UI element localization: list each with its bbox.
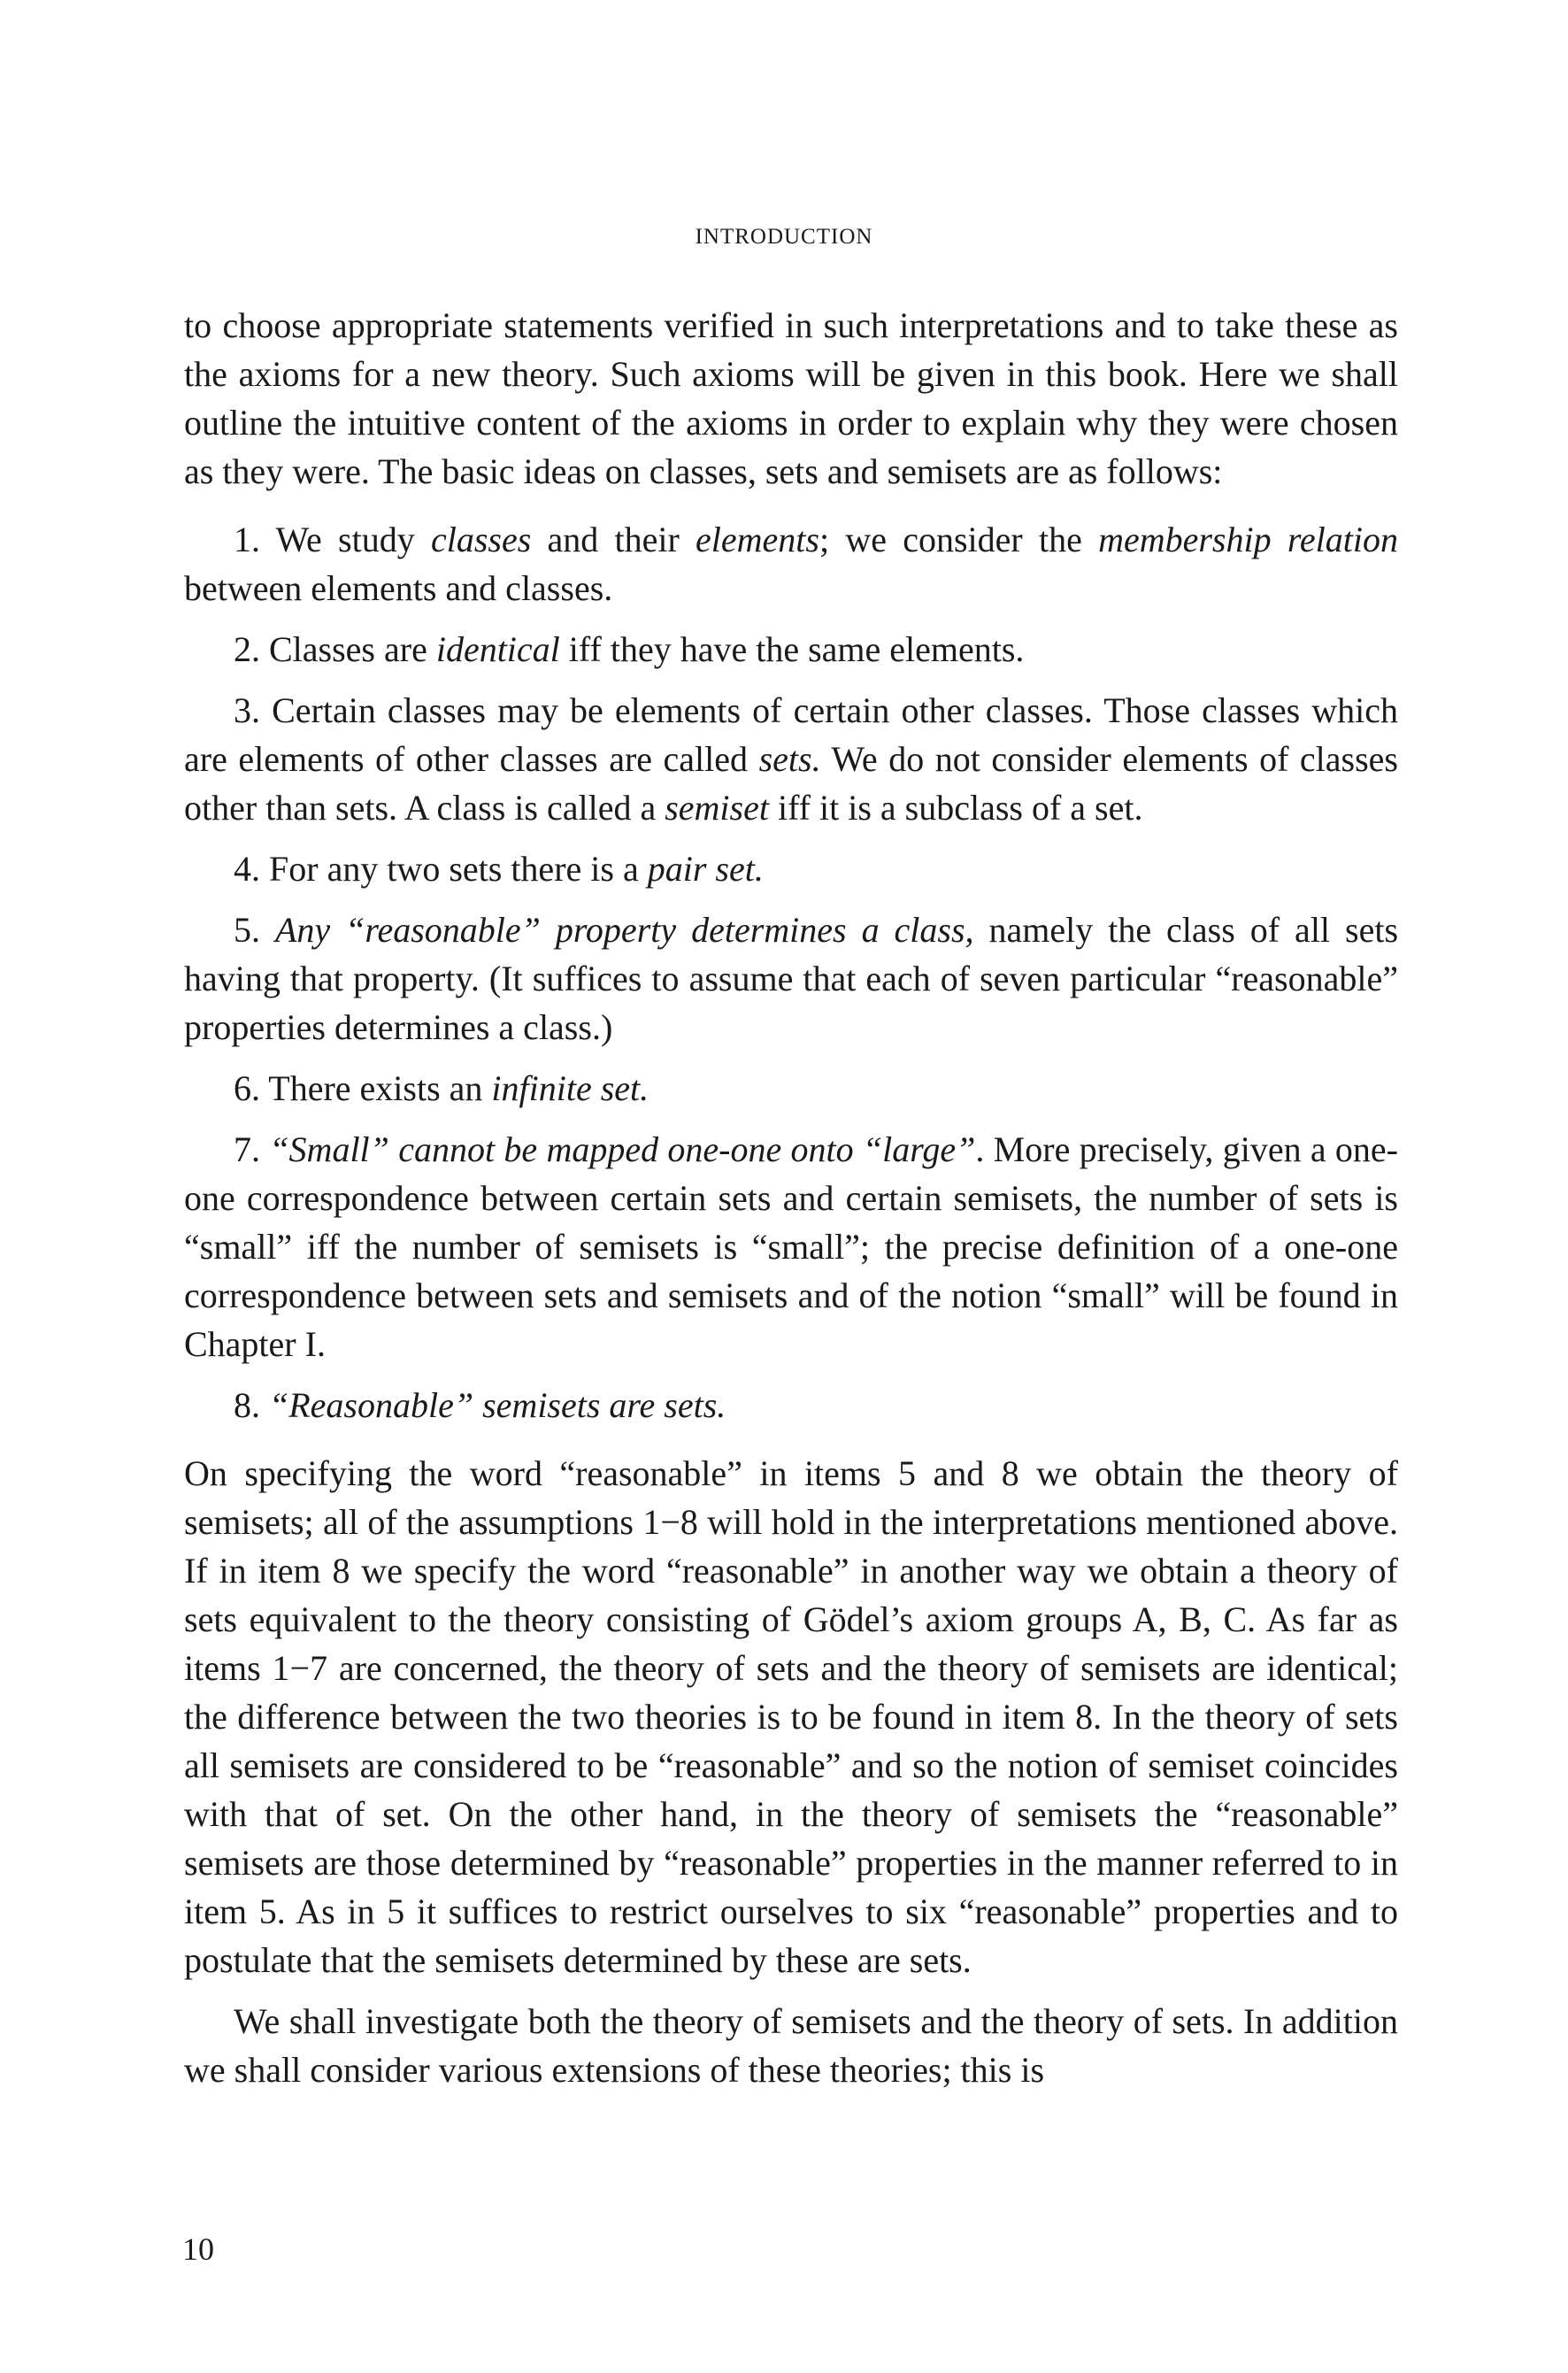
body-paragraph-2: We shall investigate both the theory of semisets and the theory of sets. In addition we shall consider various extensions of these theories; this is — [184, 2001, 1398, 2090]
running-title: INTRODUCTION — [695, 225, 873, 249]
page-number: 10 — [182, 2231, 214, 2267]
list-item-3: 3. Certain classes may be elements of certain other classes. Those classes which are elements of other classes are called sets. We do not consider elements of classes other than sets. A class is called a semiset iff it is a subclass of a set. — [184, 690, 1398, 828]
body-paragraph-1: On specifying the word “reasonable” in items 5 and 8 we obtain the theory of semisets; all of the assumptions 1−8 will hold in the interpretations mentioned above. If in item 8 we specify the word “reasonable” in another way we obtain a theory of sets equivalent to the theory consisting of Gödel’s axiom groups A, B, C. As far as items 1−7 are concerned, the theory of sets and the theory of semisets are identical; the difference between the two theories is to be found in item 8. In the theory of sets all semisets are considered to be “reasonable” and so the notion of semiset coincides with that of set. On the other hand, in the theory of semisets the “reasonable” semisets are those determined by “reasonable” properties in the manner referred to in item 5. As in 5 it suffices to restrict ourselves to six “reasonable” properties and to postulate that the semisets determined by these are sets. — [184, 1453, 1398, 1980]
list-item-6: 6. There exists an infinite set. — [234, 1068, 649, 1108]
intro-paragraph: to choose appropriate statements verified in such interpretations and to take these as the axioms for a new theory. Such axioms will be given in this book. Here we shall outline the intuitive content of the axioms in order to explain why they were chosen as they were. The basic ideas on classes, sets and semisets are as follows: — [184, 305, 1398, 491]
list-item-2: 2. Classes are identical iff they have the same elements. — [234, 629, 1025, 669]
list-item-7: 7. “Small” cannot be mapped one-one onto “large”. More precisely, given a one-one correspondence between certain sets and certain semisets, the number of sets is “small” iff the number of semisets is “small”; the precise definition of a one-one correspondence between sets and semisets and of the notion “small” will be found in Chapter I. — [184, 1129, 1398, 1364]
list-item-5: 5. Any “reasonable” property determines a class, namely the class of all sets having that property. (It suffices to assume that each of seven particular “reasonable” properties determines a class.) — [184, 910, 1399, 1047]
main-text — [184, 301, 1398, 2094]
list-item-4: 4. For any two sets there is a pair set. — [234, 849, 764, 889]
list-item-1: 1. We study classes and their elements; we consider the membership relation between elements and classes. — [184, 520, 1398, 608]
list-item-8: 8. “Reasonable” semisets are sets. — [234, 1385, 726, 1425]
